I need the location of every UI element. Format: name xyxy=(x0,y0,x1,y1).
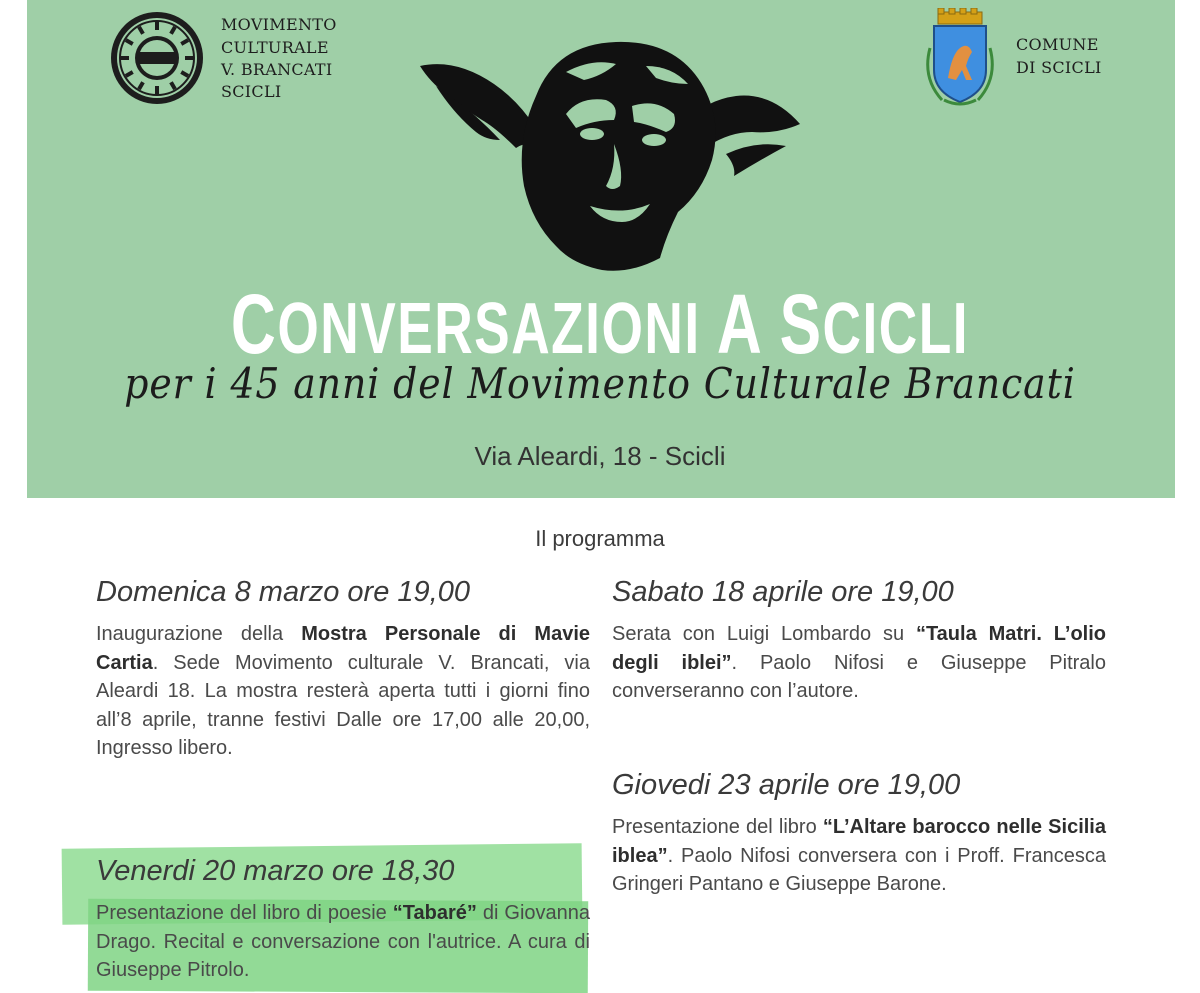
association-seal-logo xyxy=(109,10,205,106)
event-description: Inaugurazione della Mostra Personale di Mavie Cartia. Sede Movimento culturale V. Brancati, via Aleardi 18. La mostra resterà aperta tutti i giorni fino all’8 aprile, tranne festivi Dalle ore 17,00 alle 20,00, Ingresso libero. xyxy=(96,623,590,759)
program-heading: Il programma xyxy=(535,526,665,551)
comune-name-line: DI SCICLI xyxy=(1016,58,1102,77)
program-event xyxy=(612,574,1106,706)
subtitle: per i 45 anni del Movimento Culturale Brancati xyxy=(124,359,1076,408)
main-title: CONVERSAZIONI A SCICLI xyxy=(230,277,970,371)
comune-name-line: COMUNE xyxy=(1016,35,1099,54)
program-event xyxy=(612,767,1106,899)
event-date-time: Giovedi 23 aprile ore 19,00 xyxy=(612,769,961,801)
event-date-time: Venerdi 20 marzo ore 18,30 xyxy=(96,855,455,887)
event-description: Presentazione del libro “L’Altare barocco nelle Sicilia iblea”. Paolo Nifosi conversera con i Proff. Francesca Gringeri Pantano e Giuseppe Barone. xyxy=(612,816,1106,895)
association-name-line: SCICLI xyxy=(221,82,282,101)
event-date-time: Domenica 8 marzo ore 19,00 xyxy=(96,576,470,608)
program-event xyxy=(96,574,590,763)
association-name-line: V. BRANCATI xyxy=(221,60,333,79)
event-description: Serata con Luigi Lombardo su “Taula Matri. L’olio degli iblei”. Paolo Nifosi e Giuseppe Pitralo converseranno con l’autore. xyxy=(612,623,1106,702)
association-name-line: CULTURALE xyxy=(221,38,329,57)
cherub-illustration xyxy=(416,36,804,280)
venue-address: Via Aleardi, 18 - Scicli xyxy=(474,441,726,471)
comune-crest-icon xyxy=(922,8,998,108)
program-event xyxy=(96,853,590,985)
event-date-time: Sabato 18 aprile ore 19,00 xyxy=(612,576,954,608)
event-description: Presentazione del libro di poesie “Tabaré” di Giovanna Drago. Recital e conversazione con l'autrice. A cura di Giuseppe Pitrolo. xyxy=(96,902,590,981)
association-name-line: MOVIMENTO xyxy=(221,15,337,34)
